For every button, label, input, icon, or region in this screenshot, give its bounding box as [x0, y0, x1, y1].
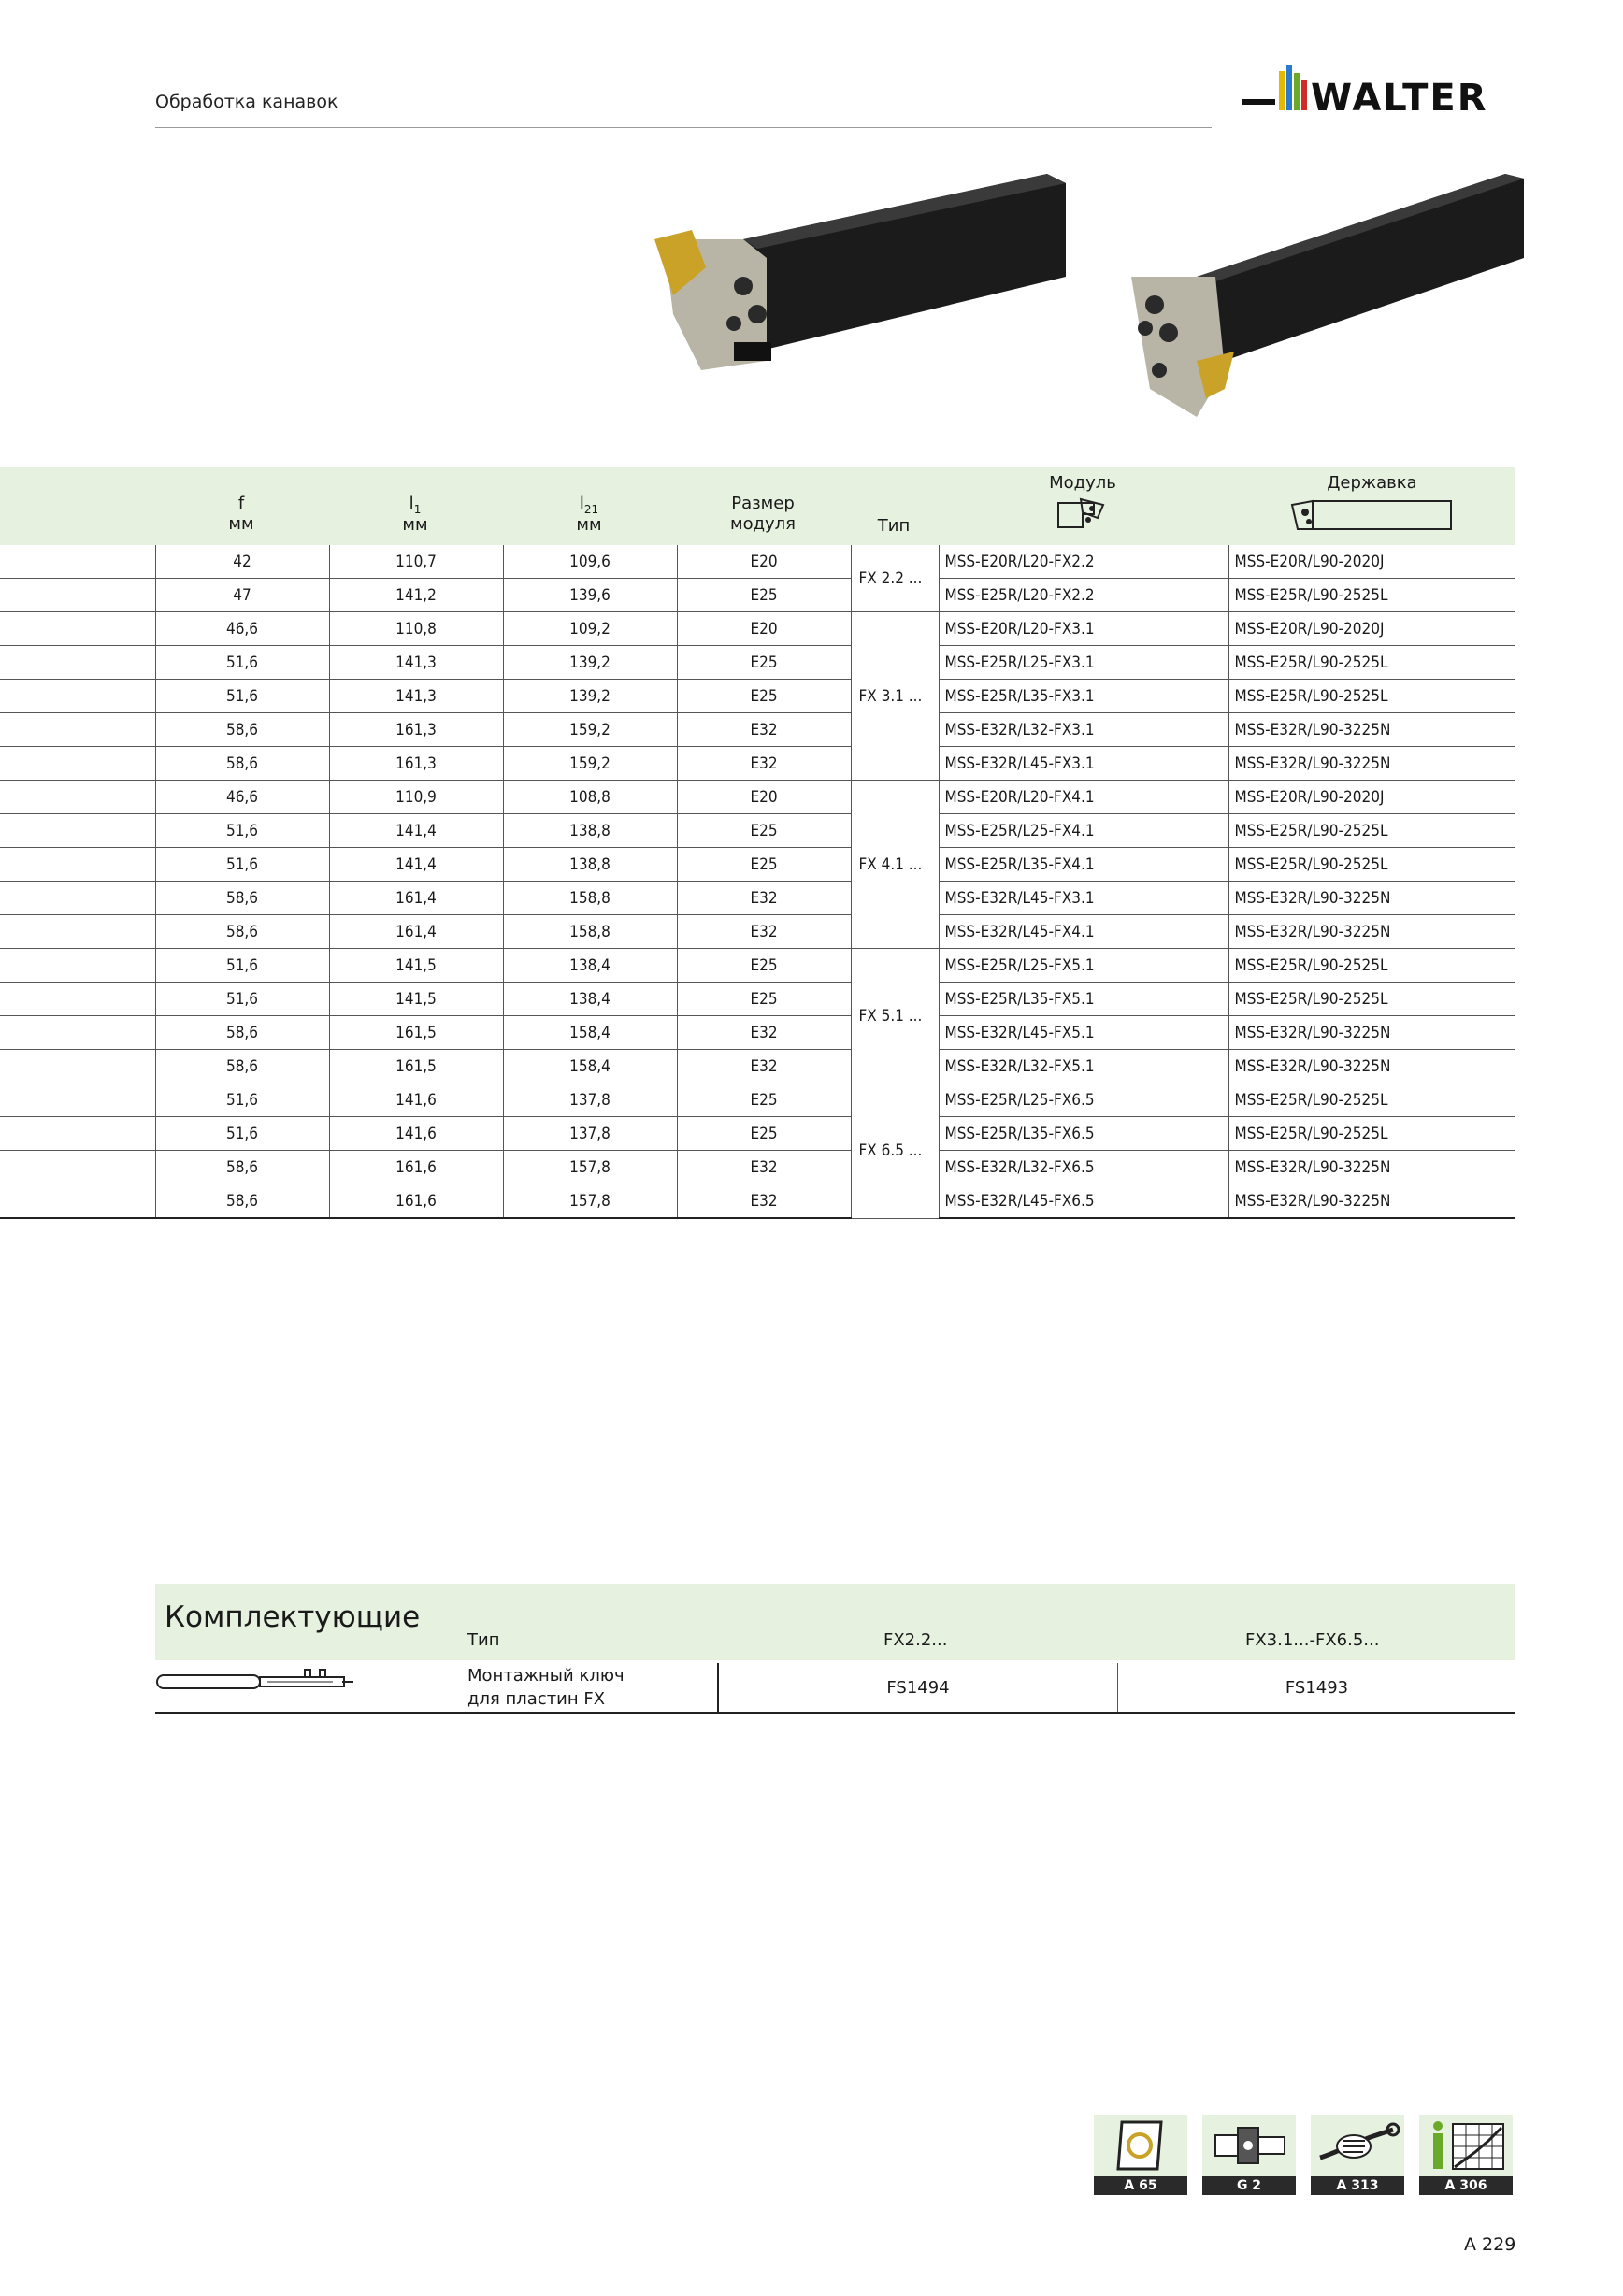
blank-cell — [0, 747, 155, 781]
blank-cell — [0, 612, 155, 646]
cell-f: 58,6 — [155, 915, 329, 949]
cell-holder: MSS-E32R/L90-3225N — [1228, 915, 1515, 949]
cell-module: MSS-E25R/L25-FX5.1 — [939, 949, 1228, 983]
cell-l1: 161,3 — [329, 747, 503, 781]
cell-holder: MSS-E25R/L90-2525L — [1228, 1083, 1515, 1117]
cell-f: 51,6 — [155, 814, 329, 848]
table-row — [0, 646, 1515, 680]
cell-f: 58,6 — [155, 747, 329, 781]
table-row — [0, 1083, 1515, 1117]
cell-l1: 141,4 — [329, 848, 503, 882]
cell-holder: MSS-E20R/L90-2020J — [1228, 781, 1515, 814]
blank-cell — [0, 1083, 155, 1117]
cell-l1: 161,6 — [329, 1184, 503, 1219]
blank-cell — [0, 1117, 155, 1151]
header-module-size: Размер модуля — [729, 494, 797, 534]
table-row — [0, 949, 1515, 983]
cell-module: MSS-E32R/L32-FX6.5 — [939, 1151, 1228, 1184]
header-l21: $l_{21}$ мм — [576, 494, 602, 535]
cell-type: FX 6.5 ... — [851, 1083, 939, 1219]
cell-module-size: E25 — [677, 983, 851, 1016]
table-row — [0, 545, 1515, 579]
blank-cell — [0, 545, 155, 579]
cell-module: MSS-E25R/L25-FX4.1 — [939, 814, 1228, 848]
cell-l1: 161,6 — [329, 1151, 503, 1184]
blank-cell — [0, 646, 155, 680]
cell-l1: 141,4 — [329, 814, 503, 848]
reference-label: A 313 — [1311, 2176, 1404, 2195]
reference-g2[interactable] — [1202, 2115, 1296, 2195]
cell-holder: MSS-E20R/L90-2020J — [1228, 545, 1515, 579]
cell-module: MSS-E20R/L20-FX3.1 — [939, 612, 1228, 646]
cell-module: MSS-E25R/L35-FX3.1 — [939, 680, 1228, 713]
cell-type: FX 3.1 ... — [851, 612, 939, 781]
cell-holder: MSS-E32R/L90-3225N — [1228, 1016, 1515, 1050]
cell-holder: MSS-E25R/L90-2525L — [1228, 983, 1515, 1016]
cell-f: 51,6 — [155, 680, 329, 713]
cell-module-size: E32 — [677, 1050, 851, 1083]
cell-l1: 110,7 — [329, 545, 503, 579]
cell-module-size: E25 — [677, 1117, 851, 1151]
accessories-title: Комплектующие — [165, 1600, 421, 1634]
cell-module: MSS-E32R/L32-FX5.1 — [939, 1050, 1228, 1083]
cell-module-size: E32 — [677, 1184, 851, 1219]
cell-l1: 141,3 — [329, 680, 503, 713]
cell-holder: MSS-E25R/L90-2525L — [1228, 579, 1515, 612]
cell-l1: 141,6 — [329, 1083, 503, 1117]
cell-l21: 138,8 — [503, 814, 677, 848]
cell-l21: 138,4 — [503, 949, 677, 983]
accessory-value-fx22: FS1494 — [886, 1678, 950, 1698]
cell-module-size: E32 — [677, 915, 851, 949]
cell-module: MSS-E20R/L20-FX4.1 — [939, 781, 1228, 814]
cell-module-size: E32 — [677, 882, 851, 915]
table-row — [0, 915, 1515, 949]
cell-holder: MSS-E25R/L90-2525L — [1228, 1117, 1515, 1151]
cell-module-size: E25 — [677, 646, 851, 680]
cell-f: 46,6 — [155, 781, 329, 814]
blank-cell — [0, 713, 155, 747]
table-row — [0, 814, 1515, 848]
cell-l1: 141,2 — [329, 579, 503, 612]
table-row — [0, 1016, 1515, 1050]
cell-l1: 141,5 — [329, 949, 503, 983]
cell-holder: MSS-E25R/L90-2525L — [1228, 680, 1515, 713]
cell-module-size: E32 — [677, 713, 851, 747]
cell-module: MSS-E25R/L35-FX4.1 — [939, 848, 1228, 882]
cell-f: 51,6 — [155, 1117, 329, 1151]
cell-f: 58,6 — [155, 713, 329, 747]
cell-module-size: E25 — [677, 680, 851, 713]
cell-module-size: E25 — [677, 579, 851, 612]
cell-l1: 161,5 — [329, 1050, 503, 1083]
blank-cell — [0, 781, 155, 814]
cell-l21: 158,4 — [503, 1050, 677, 1083]
reference-a306[interactable] — [1419, 2115, 1513, 2195]
cell-f: 58,6 — [155, 1184, 329, 1219]
header-holder: Державка — [1228, 473, 1515, 533]
cell-l1: 110,9 — [329, 781, 503, 814]
cell-l1: 161,3 — [329, 713, 503, 747]
table-row — [0, 1117, 1515, 1151]
cell-l1: 110,8 — [329, 612, 503, 646]
cell-l21: 158,8 — [503, 882, 677, 915]
cell-l1: 141,5 — [329, 983, 503, 1016]
section-title: Обработка канавок — [155, 92, 338, 112]
cell-holder: MSS-E32R/L90-3225N — [1228, 1050, 1515, 1083]
cell-module-size: E25 — [677, 949, 851, 983]
accessories-col-fx22: FX2.2... — [883, 1630, 948, 1650]
cell-f: 58,6 — [155, 1016, 329, 1050]
cell-f: 51,6 — [155, 646, 329, 680]
module-icon — [1055, 495, 1111, 533]
page-number: A 229 — [1464, 2234, 1516, 2255]
cell-l21: 159,2 — [503, 713, 677, 747]
blank-cell — [0, 1050, 155, 1083]
cell-module-size: E32 — [677, 1016, 851, 1050]
blank-cell — [0, 579, 155, 612]
header-module: Модуль — [939, 473, 1227, 533]
cell-l21: 158,8 — [503, 915, 677, 949]
cell-module: MSS-E32R/L45-FX4.1 — [939, 915, 1228, 949]
cell-module: MSS-E25R/L25-FX3.1 — [939, 646, 1228, 680]
reference-a65[interactable] — [1094, 2115, 1187, 2195]
cell-module-size: E32 — [677, 747, 851, 781]
table-row — [0, 1184, 1515, 1219]
cell-l21: 158,4 — [503, 1016, 677, 1050]
table-row — [0, 680, 1515, 713]
blank-cell — [0, 814, 155, 848]
cell-module: MSS-E32R/L45-FX3.1 — [939, 747, 1228, 781]
cell-l21: 157,8 — [503, 1151, 677, 1184]
cell-f: 42 — [155, 545, 329, 579]
table-row — [0, 882, 1515, 915]
logo-text: WALTER — [1311, 77, 1488, 120]
cell-l21: 137,8 — [503, 1117, 677, 1151]
cell-type: FX 4.1 ... — [851, 781, 939, 949]
table-row — [0, 579, 1515, 612]
cell-l1: 141,3 — [329, 646, 503, 680]
tool-image-right — [1122, 174, 1524, 426]
blank-cell — [0, 1016, 155, 1050]
table-row — [0, 747, 1515, 781]
wrench-hand-icon — [1311, 2115, 1404, 2176]
blank-cell — [0, 915, 155, 949]
cell-f: 47 — [155, 579, 329, 612]
blank-cell — [0, 680, 155, 713]
reference-a313[interactable] — [1311, 2115, 1404, 2195]
header-f: f мм — [228, 494, 254, 534]
cell-type: FX 5.1 ... — [851, 949, 939, 1083]
blank-cell — [0, 949, 155, 983]
reference-label: G 2 — [1202, 2176, 1296, 2195]
header-l1: $l_1$ мм — [402, 494, 428, 535]
cell-type: FX 2.2 ... — [851, 545, 939, 612]
cell-f: 58,6 — [155, 1151, 329, 1184]
cell-l1: 161,4 — [329, 915, 503, 949]
cell-l21: 138,4 — [503, 983, 677, 1016]
header-rule — [155, 127, 1212, 128]
cell-module: MSS-E20R/L20-FX2.2 — [939, 545, 1228, 579]
cell-module-size: E20 — [677, 781, 851, 814]
info-chart-icon — [1419, 2115, 1513, 2176]
cell-holder: MSS-E25R/L90-2525L — [1228, 949, 1515, 983]
reference-label: A 306 — [1419, 2176, 1513, 2195]
cell-holder: MSS-E25R/L90-2525L — [1228, 646, 1515, 680]
cell-module: MSS-E32R/L45-FX3.1 — [939, 882, 1228, 915]
tool-table — [0, 545, 1515, 1219]
table-row — [0, 1151, 1515, 1184]
cell-holder: MSS-E32R/L90-3225N — [1228, 1184, 1515, 1219]
cell-l21: 109,6 — [503, 545, 677, 579]
cell-holder: MSS-E32R/L90-3225N — [1228, 1151, 1515, 1184]
walter-logo — [1242, 62, 1518, 127]
insert-icon — [1094, 2115, 1187, 2176]
cell-module: MSS-E25R/L25-FX6.5 — [939, 1083, 1228, 1117]
cell-module: MSS-E25R/L20-FX2.2 — [939, 579, 1228, 612]
accessory-value-fx31: FS1493 — [1285, 1678, 1349, 1698]
cell-module: MSS-E32R/L45-FX6.5 — [939, 1184, 1228, 1219]
cell-module-size: E25 — [677, 1083, 851, 1117]
cell-holder: MSS-E32R/L90-3225N — [1228, 882, 1515, 915]
cell-l21: 109,2 — [503, 612, 677, 646]
table-row — [0, 713, 1515, 747]
cell-module-size: E20 — [677, 545, 851, 579]
cell-f: 51,6 — [155, 848, 329, 882]
cell-f: 46,6 — [155, 612, 329, 646]
cell-l21: 137,8 — [503, 1083, 677, 1117]
table-row — [0, 781, 1515, 814]
blank-cell — [0, 848, 155, 882]
cell-f: 58,6 — [155, 1050, 329, 1083]
cell-holder: MSS-E25R/L90-2525L — [1228, 848, 1515, 882]
cell-module-size: E20 — [677, 612, 851, 646]
table-row — [0, 612, 1515, 646]
accessory-description: Монтажный ключ для пластин FX — [467, 1666, 625, 1709]
assembly-key-icon — [155, 1666, 357, 1698]
cell-f: 51,6 — [155, 983, 329, 1016]
cell-l21: 157,8 — [503, 1184, 677, 1219]
cell-l1: 161,5 — [329, 1016, 503, 1050]
cell-l21: 159,2 — [503, 747, 677, 781]
cell-holder: MSS-E32R/L90-3225N — [1228, 713, 1515, 747]
cell-f: 51,6 — [155, 949, 329, 983]
table-row — [0, 848, 1515, 882]
cell-f: 51,6 — [155, 1083, 329, 1117]
cell-module-size: E32 — [677, 1151, 851, 1184]
cell-holder: MSS-E25R/L90-2525L — [1228, 814, 1515, 848]
cell-l21: 139,2 — [503, 646, 677, 680]
blank-cell — [0, 1184, 155, 1219]
cell-module-size: E25 — [677, 814, 851, 848]
cell-module: MSS-E32R/L32-FX3.1 — [939, 713, 1228, 747]
blank-cell — [0, 1151, 155, 1184]
cell-l21: 138,8 — [503, 848, 677, 882]
accessories-col-fx31: FX3.1...-FX6.5... — [1245, 1630, 1380, 1650]
reference-label: A 65 — [1094, 2176, 1187, 2195]
cell-l1: 161,4 — [329, 882, 503, 915]
module-icon — [1202, 2115, 1296, 2176]
cell-module: MSS-E25R/L35-FX6.5 — [939, 1117, 1228, 1151]
table-row — [0, 1050, 1515, 1083]
cell-holder: MSS-E32R/L90-3225N — [1228, 747, 1515, 781]
header-type: Тип — [877, 516, 911, 536]
blank-cell — [0, 882, 155, 915]
cell-holder: MSS-E20R/L90-2020J — [1228, 612, 1515, 646]
cell-module: MSS-E32R/L45-FX5.1 — [939, 1016, 1228, 1050]
cell-l1: 141,6 — [329, 1117, 503, 1151]
cell-l21: 139,6 — [503, 579, 677, 612]
tool-image-left — [654, 174, 1066, 380]
cell-l21: 139,2 — [503, 680, 677, 713]
blank-cell — [0, 983, 155, 1016]
cell-f: 58,6 — [155, 882, 329, 915]
cell-l21: 108,8 — [503, 781, 677, 814]
cell-module-size: E25 — [677, 848, 851, 882]
accessories-col-type: Тип — [467, 1630, 500, 1650]
cell-module: MSS-E25R/L35-FX5.1 — [939, 983, 1228, 1016]
table-row — [0, 983, 1515, 1016]
holder-icon — [1288, 495, 1457, 533]
